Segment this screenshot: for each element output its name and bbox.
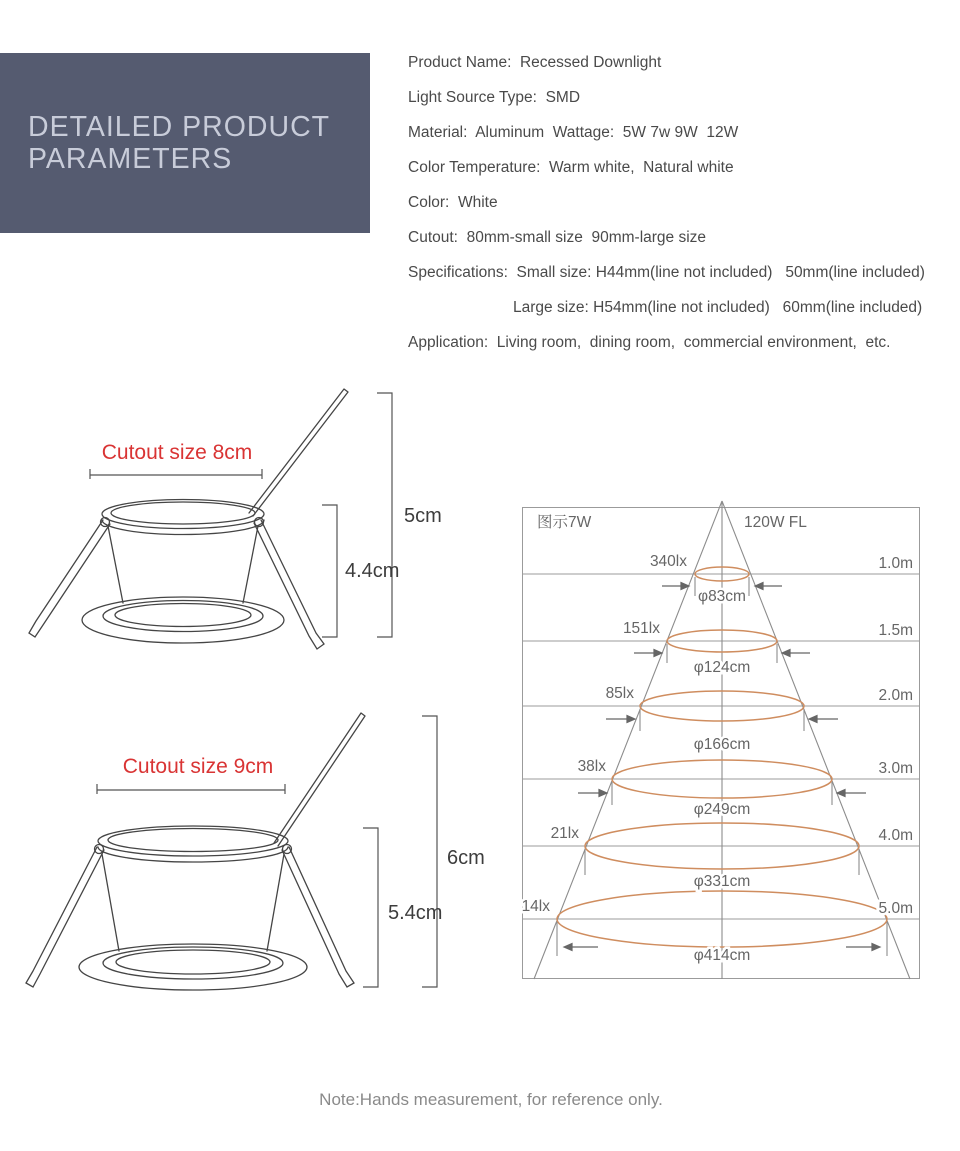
drawing-small-downlight (0, 380, 470, 670)
page-title: DETAILED PRODUCT PARAMETERS (28, 111, 330, 175)
diameter-label: φ249cm (693, 801, 751, 818)
cutout-bracket (97, 784, 285, 794)
spec-line-product-name: Product Name: Recessed Downlight (408, 54, 662, 71)
legend-left-label: 图示7W (537, 514, 592, 531)
mounting-rod (249, 389, 348, 516)
distance-label: 2.0m (878, 687, 913, 704)
height-label-54cm: 5.4cm (388, 902, 443, 924)
height-bracket-44 (322, 505, 337, 637)
lux-label: 21lx (550, 825, 579, 842)
lux-label: 85lx (605, 685, 634, 702)
product-specs (408, 45, 948, 360)
distance-label: 5.0m (878, 900, 913, 917)
cutout-size-label-large: Cutout size 9cm (122, 755, 274, 778)
diameter-label: φ331cm (693, 873, 751, 890)
cutout-size-label-small: Cutout size 8cm (101, 441, 253, 464)
diameter-label: φ166cm (693, 736, 751, 753)
height-bracket-5 (377, 393, 392, 637)
height-bracket-6 (422, 716, 437, 987)
lux-label: 340lx (649, 553, 687, 570)
spec-line-application: Application: Living room, dining room, commercial environment, etc. (408, 334, 891, 351)
height-label-44cm: 4.4cm (345, 560, 400, 582)
lux-label: 38lx (577, 758, 606, 775)
spring-clip-left (26, 847, 104, 987)
spec-line-material-wattage: Material: Aluminum Wattage: 5W 7w 9W 12W (408, 124, 739, 141)
spec-line-light-source: Light Source Type: SMD (408, 89, 581, 106)
lux-label: 151lx (622, 620, 660, 637)
height-bracket-54 (363, 828, 378, 987)
beam-spread-diagram (515, 495, 925, 985)
spec-line-color-temp: Color Temperature: Warm white, Natural white (408, 159, 734, 176)
height-label-5cm: 5cm (404, 505, 442, 527)
distance-label: 3.0m (878, 760, 913, 777)
diameter-label: φ124cm (693, 659, 751, 676)
spec-line-color: Color: White (408, 194, 498, 211)
diameter-label: φ414cm (693, 947, 751, 964)
spring-clip-left (29, 520, 110, 637)
spring-clip-right (254, 520, 324, 649)
distance-label: 4.0m (878, 827, 913, 844)
lux-label: 14lx (521, 898, 550, 915)
downlight-small-outline (29, 389, 348, 649)
legend-right-label: 120W FL (744, 514, 807, 531)
measurement-note: Note:Hands measurement, for reference only. (319, 1090, 663, 1109)
spring-clip-right (282, 847, 354, 987)
section-title-box (0, 53, 370, 233)
dimension-brackets-small (90, 393, 392, 637)
mounting-rod (274, 713, 365, 846)
distance-label: 1.5m (878, 622, 913, 639)
drawing-large-downlight (0, 700, 490, 1010)
height-label-6cm: 6cm (447, 847, 485, 869)
spec-line-spec-large: Large size: H54mm(line not included) 60mm(line included) (513, 299, 923, 316)
spec-line-cutout: Cutout: 80mm-small size 90mm-large size (408, 229, 707, 246)
diameter-label: φ83cm (698, 588, 746, 605)
cutout-bracket (90, 469, 262, 479)
spec-line-spec-small: Specifications: Small size: H44mm(line not included) 50mm(line included) (408, 264, 925, 281)
distance-label: 1.0m (878, 555, 913, 572)
